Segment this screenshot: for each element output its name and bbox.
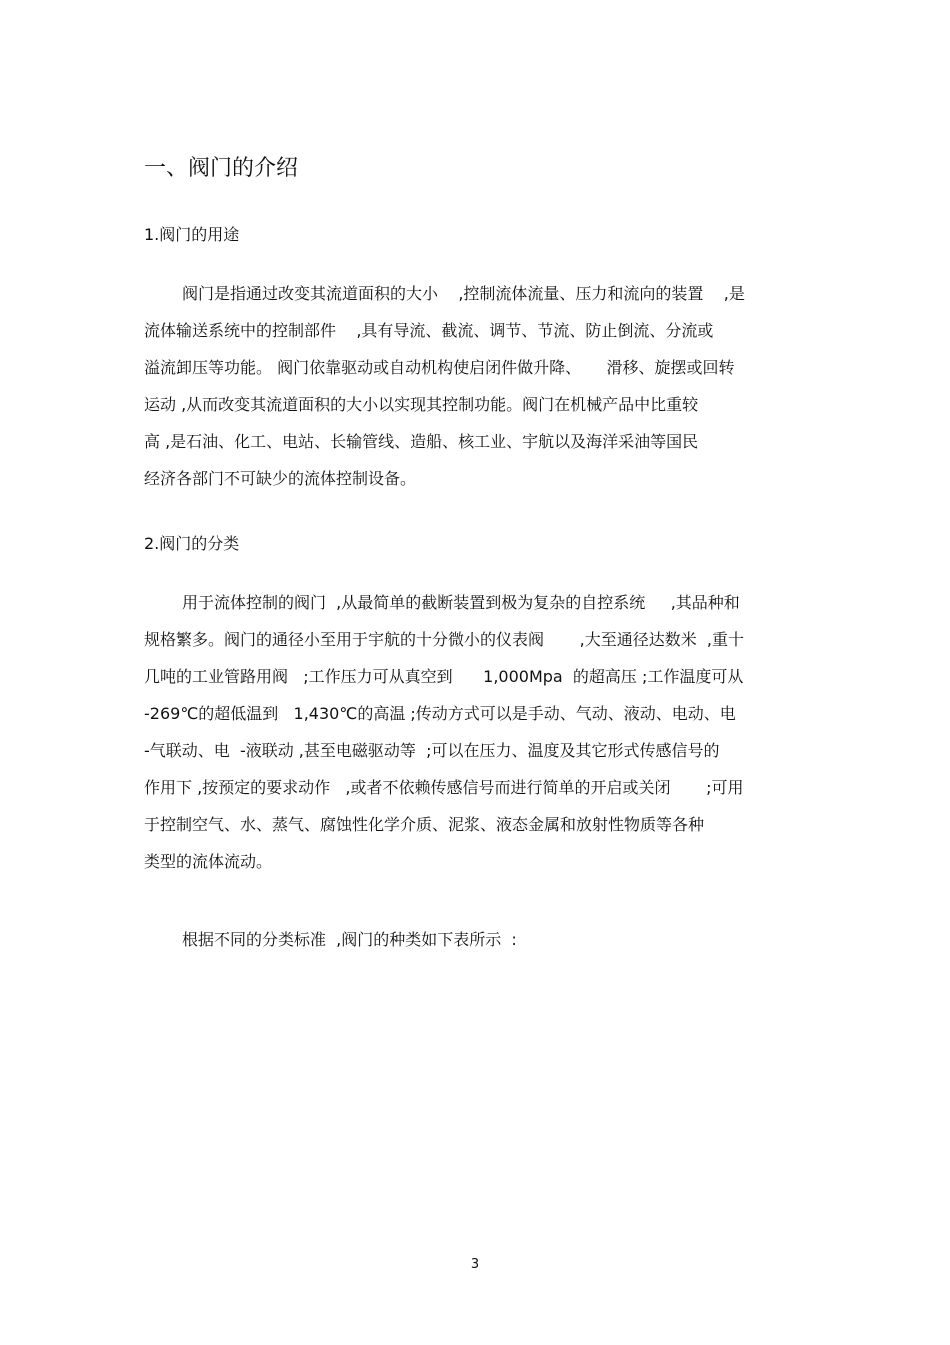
page-number: 3	[470, 1257, 480, 1272]
paragraph-line: -269℃的超低温到 1,430℃的高温 ;传动方式可以是手动、气动、液动、电动、电	[144, 704, 736, 723]
paragraph-line: 经济各部门不可缺少的流体控制设备。	[144, 469, 417, 488]
paragraph-line: 高 ,是石油、化工、电站、长输管线、造船、核工业、宇航以及海洋采油等国民	[144, 432, 699, 451]
paragraph-line: 类型的流体流动。	[144, 852, 273, 871]
paragraph-line: 运动 ,从而改变其流道面积的大小以实现其控制功能。阀门在机械产品中比重较	[144, 395, 699, 414]
paragraph-line: 用于流体控制的阀门 ,从最简单的截断装置到极为复杂的自控系统 ,其品种和	[182, 593, 740, 612]
paragraph-line: 阀门是指通过改变其流道面积的大小 ,控制流体流量、压力和流向的装置 ,是	[182, 284, 745, 303]
subsection-heading-usage: 1.阀门的用途	[144, 225, 240, 244]
paragraph-line: 规格繁多。阀门的通径小至用于宇航的十分微小的仪表阀 ,大至通径达数米 ,重十	[144, 630, 744, 649]
paragraph-line: 溢流卸压等功能。 阀门依靠驱动或自动机构使启闭件做升降、 滑移、旋摆或回转	[144, 358, 735, 377]
subsection-heading-classification: 2.阀门的分类	[144, 534, 240, 553]
paragraph-line: 根据不同的分类标准 ,阀门的种类如下表所示 :	[182, 930, 517, 949]
paragraph-line: 几吨的工业管路用阀 ;工作压力可从真空到 1,000Mpa 的超高压 ;工作温度可从	[144, 667, 744, 686]
paragraph-line: 作用下 ,按预定的要求动作 ,或者不依赖传感信号而进行简单的开启或关闭 ;可用	[144, 778, 744, 797]
paragraph-line: -气联动、电 -液联动 ,甚至电磁驱动等 ;可以在压力、温度及其它形式传感信号的	[144, 741, 720, 760]
paragraph-line: 于控制空气、水、蒸气、腐蚀性化学介质、泥浆、液态金属和放射性物质等各种	[144, 815, 705, 834]
paragraph-line: 流体输送系统中的控制部件 ,具有导流、截流、调节、节流、防止倒流、分流或	[144, 321, 714, 340]
section-title: 一、阀门的介绍	[144, 156, 299, 181]
